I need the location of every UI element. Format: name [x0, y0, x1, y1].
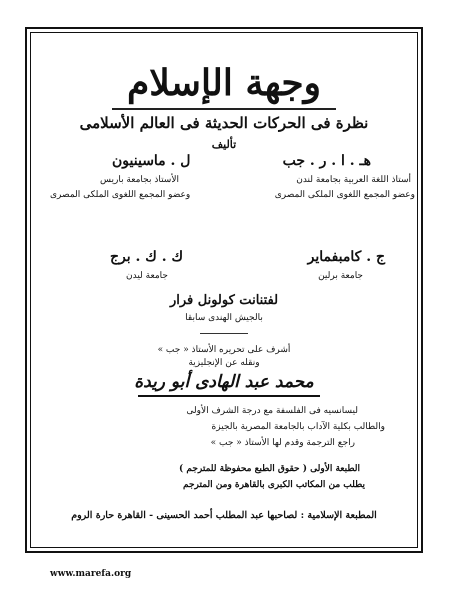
qualification-1: ليسانسيه فى الفلسفة مع درجة الشرف الأولى	[186, 406, 358, 416]
book-title: وجهة الإسلام	[127, 62, 321, 104]
author-gibb-line2: وعضو المجمع اللغوى الملكى المصرى	[274, 190, 415, 200]
authored-by-label: تأليف	[211, 138, 237, 151]
author-massignon-name: ل . ماسينيون	[112, 153, 191, 169]
qualification-2: والطالب بكلية الآداب بالجامعة المصرية بالجيزة	[211, 422, 385, 432]
author-berg-line1: جامعة ليدن	[126, 271, 168, 281]
author-kampffmeyer-name: ج . كامبفماير	[307, 249, 385, 265]
edition-note: الطبعة الأولى ( حقوق الطبع محفوظة للمترجم )	[178, 464, 360, 474]
author-massignon-line2: وعضو المجمع اللغوى الملكى المصرى	[50, 190, 191, 200]
supervised-note: أشرف على تحريره الأستاذ « جب »	[157, 345, 291, 355]
separator-line	[200, 333, 248, 334]
translator-name: لفتنانت كولونل فرار	[169, 293, 279, 308]
qualification-3: راجع الترجمة وقدم لها الأستاذ « جب »	[210, 438, 355, 448]
author-gibb-name: هـ . ا . ر . جب	[282, 153, 371, 169]
author-gibb-line1: أستاذ اللغة العربية بجامعة لندن	[296, 175, 411, 185]
order-note: يطلب من المكاتب الكبرى بالقاهرة ومن المترجم	[182, 480, 365, 490]
main-translator-underline	[138, 395, 320, 397]
translated-from-note: ونقله عن الإنجليزية	[188, 358, 260, 368]
main-translator-name: محمد عبد الهادى أبو ريدة	[134, 372, 314, 392]
author-massignon-line1: الأستاذ بجامعة باريس	[100, 175, 179, 185]
translator-desc: بالجيش الهندى سابقا	[185, 313, 263, 323]
title-ornament-line	[112, 108, 336, 110]
author-kampffmeyer-line1: جامعة برلين	[318, 271, 363, 281]
printer-line: المطبعة الإسلامية : لصاحبها عبد المطلب أحمد الحسينى - القاهرة حارة الروم	[71, 510, 377, 521]
author-berg-name: ك . ك . برج	[110, 249, 183, 265]
book-subtitle: نظرة فى الحركات الحديثة فى العالم الأسلامى	[79, 114, 369, 132]
website-url[interactable]: www.marefa.org	[50, 569, 132, 579]
